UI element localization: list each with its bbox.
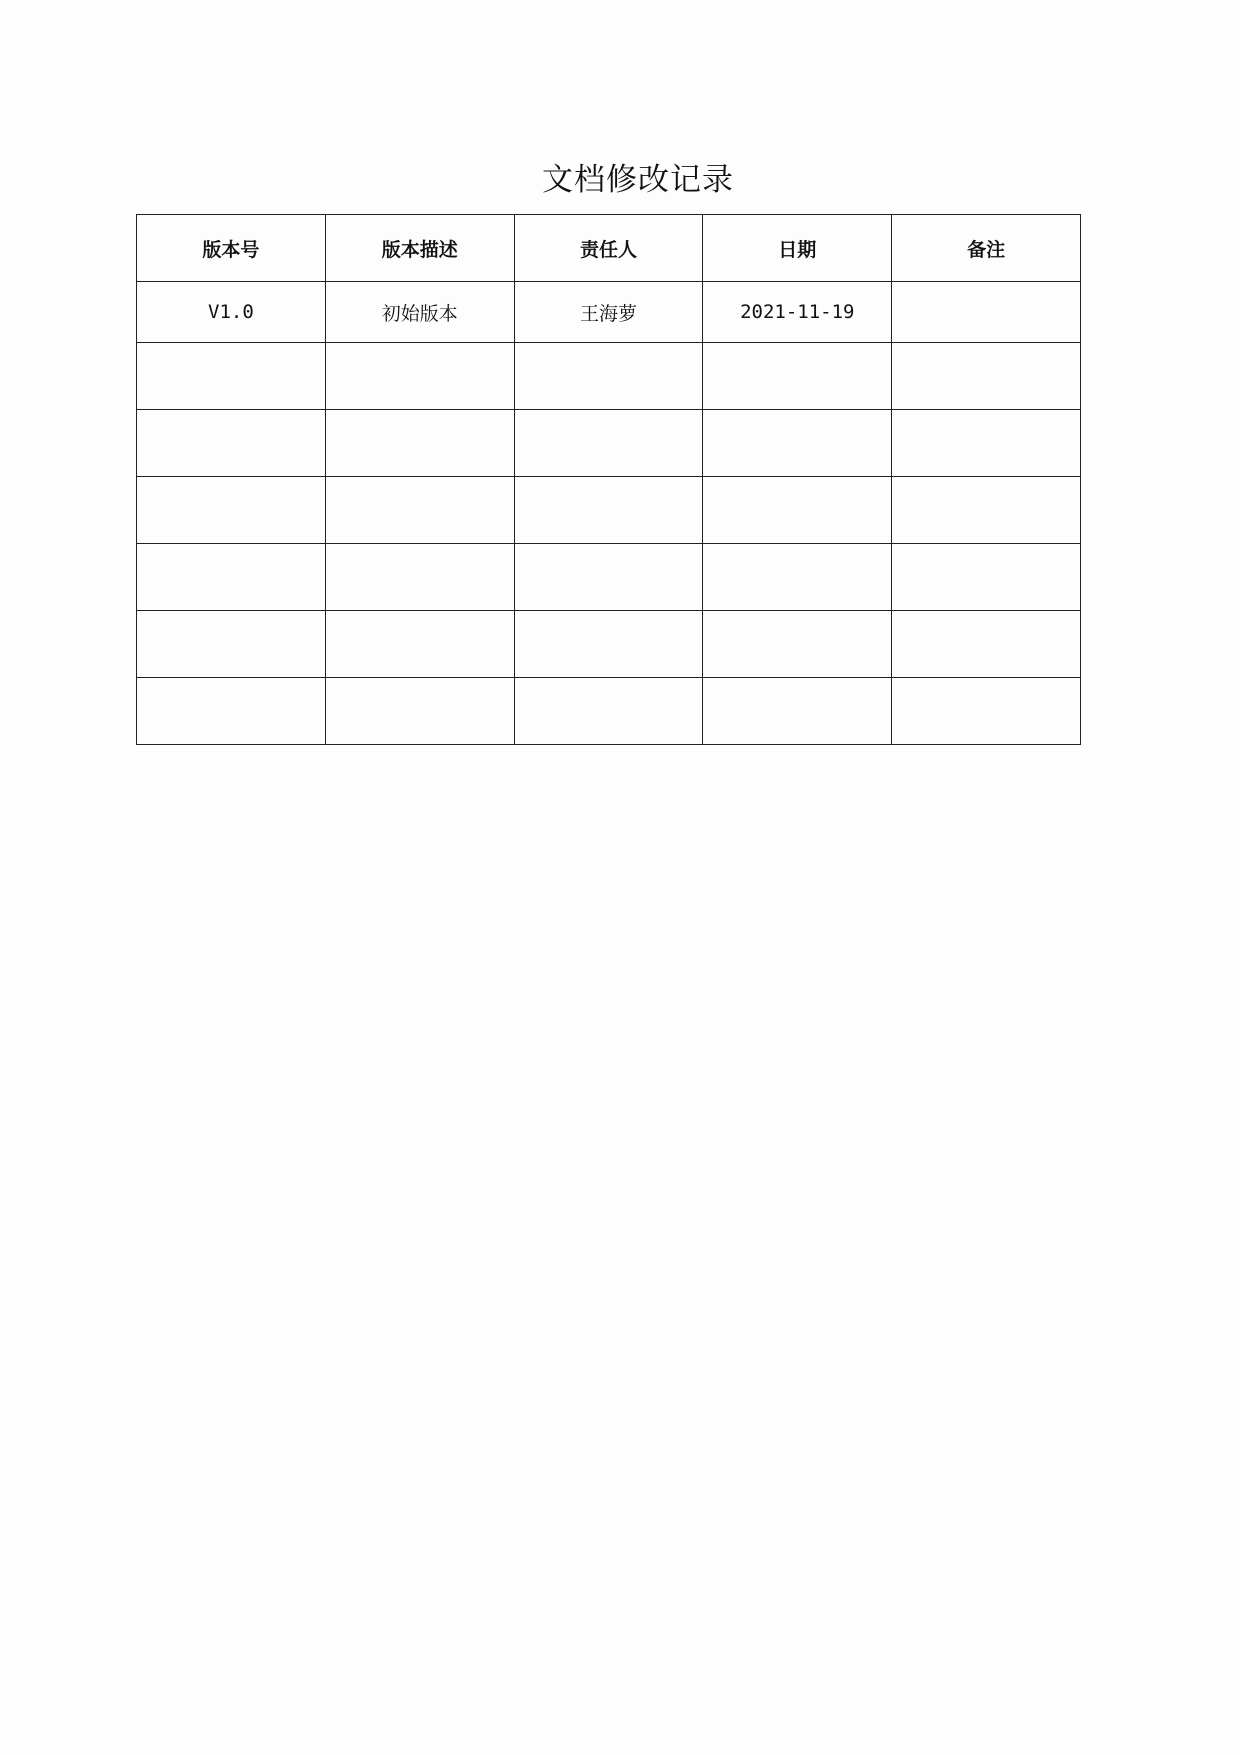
table-row (137, 477, 1081, 544)
cell-version (137, 410, 326, 477)
table-row (137, 410, 1081, 477)
cell-description (325, 477, 514, 544)
cell-remarks (892, 343, 1081, 410)
revision-record-table (136, 214, 1081, 745)
column-header-date: 日期 (703, 215, 892, 282)
cell-version (137, 343, 326, 410)
cell-description (325, 678, 514, 745)
table-row (137, 678, 1081, 745)
table-row (137, 544, 1081, 611)
table-header-row (137, 215, 1081, 282)
cell-remarks (892, 678, 1081, 745)
column-header-owner: 责任人 (514, 215, 703, 282)
cell-date (703, 678, 892, 745)
cell-remarks (892, 611, 1081, 678)
cell-remarks (892, 410, 1081, 477)
cell-remarks (892, 282, 1081, 343)
cell-version (137, 477, 326, 544)
cell-description (325, 410, 514, 477)
cell-version (137, 544, 326, 611)
cell-date (703, 477, 892, 544)
cell-owner (514, 477, 703, 544)
cell-date (703, 544, 892, 611)
cell-description: 初始版本 (325, 282, 514, 343)
cell-date (703, 343, 892, 410)
page-title: 文档修改记录 (542, 162, 734, 198)
cell-owner (514, 678, 703, 745)
table-row (137, 611, 1081, 678)
cell-owner (514, 410, 703, 477)
cell-owner: 王海萝 (514, 282, 703, 343)
table-row (137, 282, 1081, 343)
cell-date: 2021-11-19 (703, 282, 892, 343)
cell-description (325, 343, 514, 410)
cell-owner (514, 611, 703, 678)
cell-remarks (892, 477, 1081, 544)
cell-version (137, 678, 326, 745)
column-header-remarks: 备注 (892, 215, 1081, 282)
cell-description (325, 611, 514, 678)
cell-version (137, 611, 326, 678)
cell-owner (514, 544, 703, 611)
cell-remarks (892, 544, 1081, 611)
column-header-description: 版本描述 (325, 215, 514, 282)
cell-description (325, 544, 514, 611)
table-row (137, 343, 1081, 410)
cell-version: V1.0 (137, 282, 326, 343)
cell-owner (514, 343, 703, 410)
column-header-version: 版本号 (137, 215, 326, 282)
cell-date (703, 611, 892, 678)
cell-date (703, 410, 892, 477)
